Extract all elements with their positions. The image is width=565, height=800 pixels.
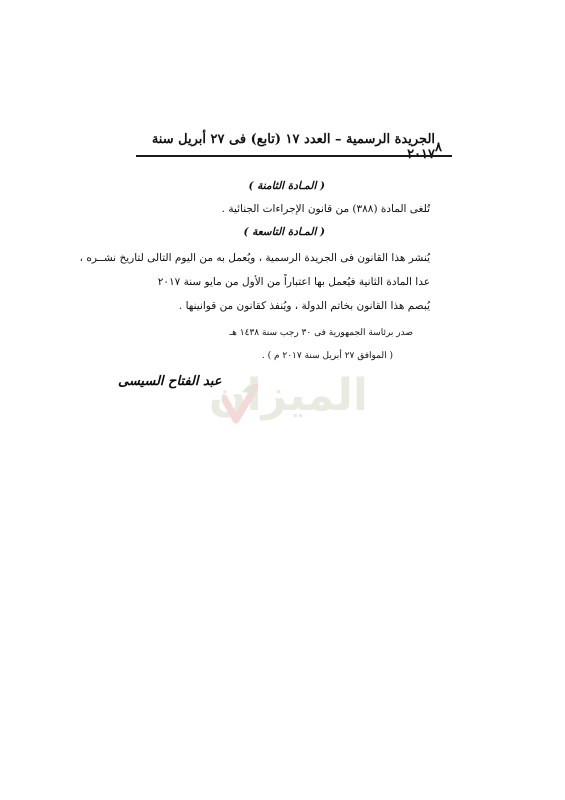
header-divider (136, 155, 452, 157)
gazette-title: الجريدة الرسمية – العدد ١٧ (تابع) فى ٢٧ أبريل سنة ٢٠١٧ (151, 132, 436, 162)
article-9-line-1: يُنشر هذا القانون فى الجريدة الرسمية ، ويُعمل به من اليوم التالى لتاريخ نشــره ، (79, 252, 430, 264)
article-8-title: ( المـادة الثامنة ) (248, 180, 325, 192)
watermark-logo (208, 362, 368, 436)
page-number: ٨ (435, 139, 442, 155)
article-9-line-3: يُبصم هذا القانون بخاتم الدولة ، ويُنفذ كقانون من قوانينها . (178, 300, 430, 312)
article-9-line-2: عدا المادة الثانية فيُعمل بها اعتباراً من الأول من مايو سنة ٢٠١٧ (157, 276, 430, 288)
issued-line: صدر برئاسة الجمهورية فى ٣٠ رجب سنة ١٤٣٨ هـ (229, 328, 413, 338)
page-header (142, 132, 442, 162)
signature: عبد الفتاح السيسى (118, 374, 222, 389)
issued-date-line: ( الموافق ٢٧ أبريل سنة ٢٠١٧ م ) . (261, 351, 393, 361)
watermark-check-icon (222, 384, 258, 424)
article-8-text: تُلغى المادة (٣٨٨) من قانون الإجراءات الجنائية . (221, 203, 430, 215)
article-9-title: ( المـادة التاسعة ) (243, 226, 325, 238)
watermark-text: الميزان (208, 370, 368, 421)
